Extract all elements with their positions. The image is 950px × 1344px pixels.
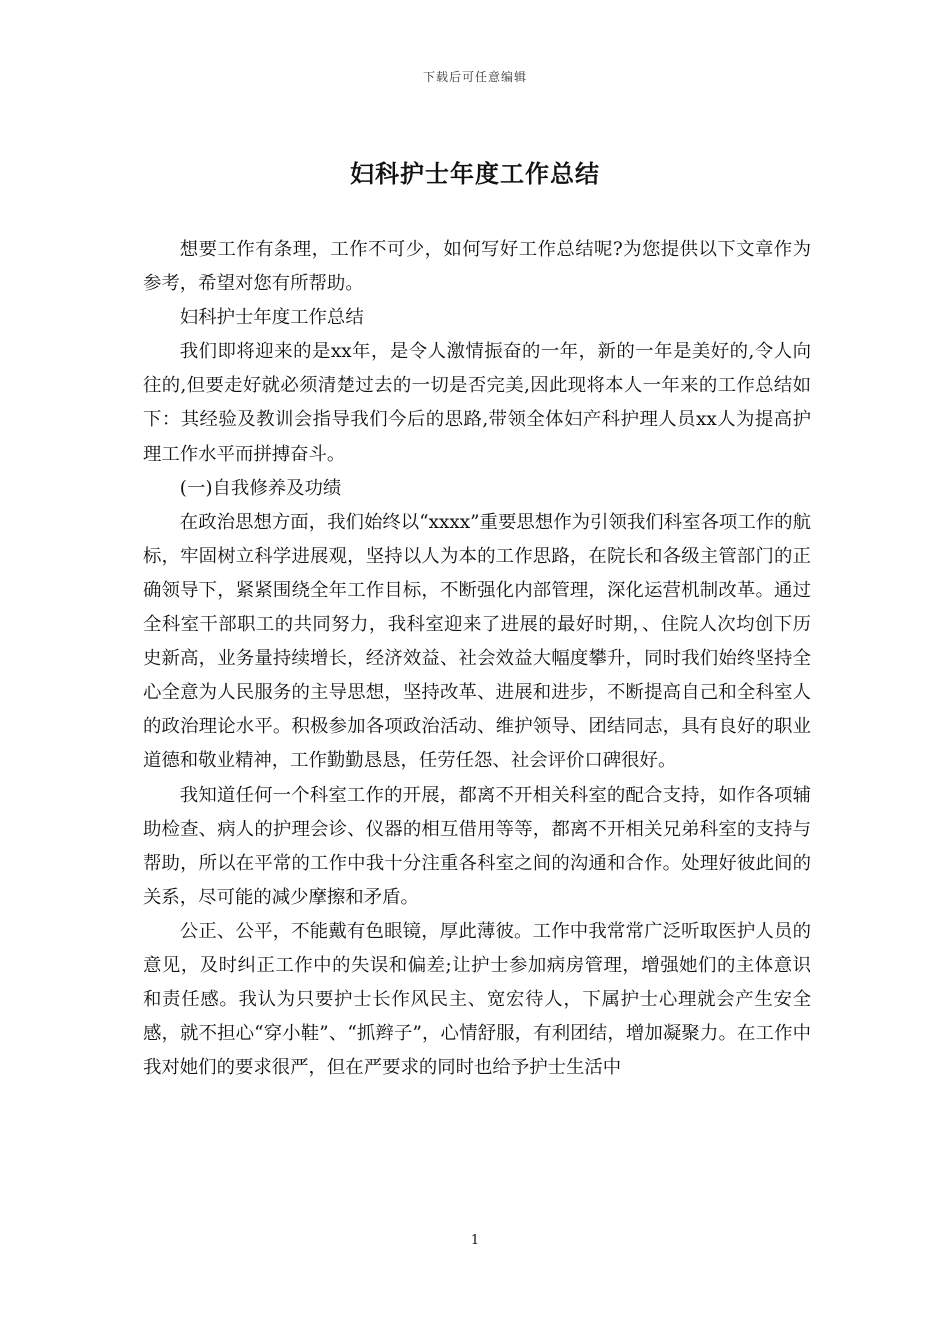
body-paragraph: 公正、公平，不能戴有色眼镜，厚此薄彼。工作中我常常广泛听取医护人员的意见，及时纠正工作中的失误和偏差;让护士参加病房管理，增强她们的主体意识和责任感。我认为只要护士长作风民主、宽宏待人，下属护士心理就会产生安全感，就不担心“穿小鞋”、“抓辫子”，心情舒服，有利团结，增加凝聚力。在工作中我对她们的要求很严，但在严要求的同时也给予护士生活中: [143, 920, 811, 1079]
subsection-heading: (一)自我修养及功绩: [179, 477, 342, 499]
page-number: 1: [470, 1233, 480, 1248]
body-paragraph: 在政治思想方面，我们始终以“xxxx”重要思想作为引领我们科室各项工作的航标，牢固树立科学进展观，坚持以人为本的工作思路，在院长和各级主管部门的正确领导下，紧紧围绕全年工作目标，不断强化内部管理，深化运营机制改革。通过全科室干部职工的共同努力，我科室迎来了进展的最好时期，、住院人次均创下历史新高，业务量持续增长，经济效益、社会效益大幅度攀升，同时我们始终坚持全心全意为人民服务的主导思想，坚持改革、进展和进步，不断提高自己和全科室人的政治理论水平。积极参加各项政治活动、维护领导、团结同志，具有良好的职业道德和敬业精神，工作勤勤恳恳，任劳任怨、社会评价口碑很好。: [143, 511, 811, 772]
section-heading: 妇科护士年度工作总结: [179, 307, 364, 329]
header-note: 下载后可任意编辑: [422, 70, 527, 84]
document-title: 妇科护士年度工作总结: [350, 159, 600, 188]
body-paragraph: 我知道任何一个科室工作的开展，都离不开相关科室的配合支持，如作各项辅助检查、病人的护理会诊、仪器的相互借用等等，都离不开相关兄弟科室的支持与帮助，所以在平常的工作中我十分注重各科室之间的沟通和合作。处理好彼此间的关系，尽可能的减少摩擦和矛盾。: [143, 784, 811, 908]
document-body: [143, 233, 811, 1085]
intro-paragraph: 想要工作有条理，工作不可少，如何写好工作总结呢?为您提供以下文章作为参考，希望对您有所帮助。: [143, 239, 811, 295]
body-paragraph: 我们即将迎来的是xx年，是令人激情振奋的一年，新的一年是美好的,令人向往的,但要走好就必须清楚过去的一切是否完美,因此现将本人一年来的工作总结如下：其经验及教训会指导我们今后的思路,带领全体妇产科护理人员xx人为提高护理工作水平而拼搏奋斗。: [143, 341, 811, 465]
